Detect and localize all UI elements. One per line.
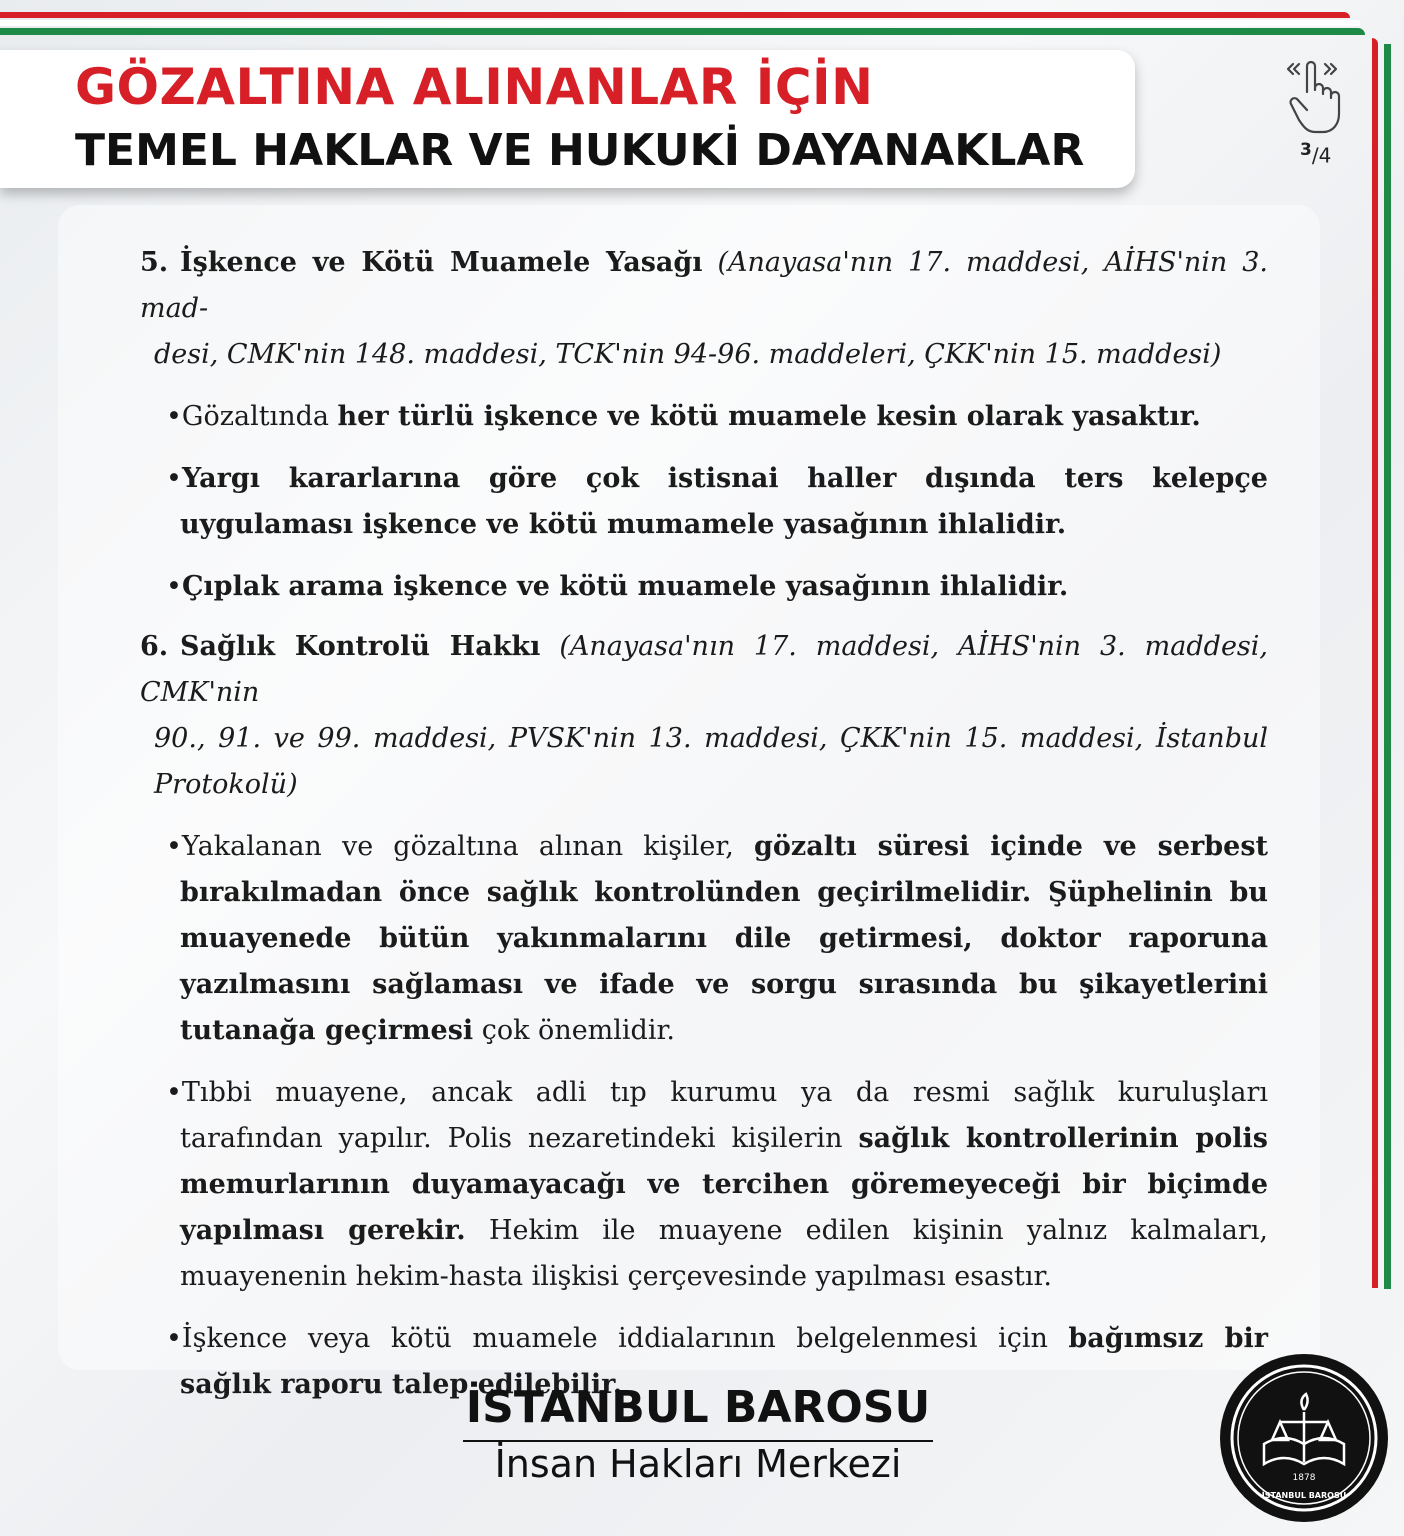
section-6-heading	[140, 624, 1268, 808]
bullet-text: •İşkence veya kötü muamele iddialarının belgelenmesi için	[166, 1323, 1069, 1354]
bullet-item	[140, 1070, 1268, 1300]
page-current: 3	[1300, 140, 1312, 160]
bullet-bold-text: Yargı kararlarına göre çok istisnai haller dışında ters kelepçe uygulaması işkence ve kötü mumamele yasağının ihlalidir.	[180, 463, 1268, 540]
bullet-bold-text: her türlü işkence ve kötü muamele kesin olarak yasaktır.	[337, 401, 1201, 432]
swipe-hand-icon	[1285, 52, 1345, 136]
istanbul-bar-seal-logo	[1218, 1352, 1390, 1524]
title-line-1: GÖZALTINA ALINANLAR İÇİN	[75, 58, 874, 116]
white-stripe-top	[0, 20, 1360, 26]
bullet-text: •	[166, 571, 182, 602]
green-stripe-right	[1384, 44, 1391, 1289]
page-total: /4	[1311, 143, 1332, 168]
bullet-text: •Yakalanan ve gözaltına alınan kişiler,	[166, 831, 754, 862]
bullet-item	[140, 456, 1268, 548]
green-stripe-top	[0, 28, 1365, 35]
red-stripe-right	[1372, 38, 1378, 1288]
footer-org-name: İSTANBUL BAROSU	[465, 1382, 931, 1433]
bullet-text-after: Hekim ile muayene edilen kişinin yalnız kalmaları, muayenenin hekim-hasta ilişkisi çerçevesinde yapılması esastır.	[180, 1215, 1269, 1292]
section-5-heading	[140, 240, 1268, 378]
bullet-text-after: çok önemlidir.	[473, 1015, 675, 1046]
section-reference-cont: 90., 91. ve 99. maddesi, PVSK'nin 13. maddesi, ÇKK'nin 15. maddesi, İstanbul Protokolü)	[154, 723, 1268, 800]
bullet-item	[140, 564, 1268, 610]
bullet-text: •Gözaltında	[166, 401, 338, 432]
section-number: 6.	[140, 631, 169, 662]
section-reference: (Anayasa'nın 17. maddesi, AİHS'nin 3. mad-	[140, 247, 1268, 324]
bullet-text: •	[166, 463, 182, 494]
bullet-bold-text: bağımsız bir sağlık raporu talep edilebilir.	[180, 1323, 1268, 1400]
bullet-bold-text: sağlık kontrollerinin polis memurlarının duyamayacağı ve tercihen göremeyeceği bir biçimde yapılması gerekir.	[180, 1123, 1268, 1246]
bullet-item	[140, 824, 1268, 1054]
red-stripe-top	[0, 12, 1350, 18]
section-title: İşkence ve Kötü Muamele Yasağı	[180, 247, 703, 278]
footer-department: İnsan Hakları Merkezi	[494, 1442, 902, 1486]
title-line-2: TEMEL HAKLAR VE HUKUKİ DAYANAKLAR	[75, 125, 1085, 176]
bullet-text: •Tıbbi muayene, ancak adli tıp kurumu ya da resmi sağlık kuruluşları tarafından yapılır. Polis nezaretindeki kişilerin	[166, 1077, 1268, 1154]
bullet-bold-text: Çıplak arama işkence ve kötü muamele yasağının ihlalidir.	[181, 571, 1069, 602]
logo-text: İSTANBUL BAROSU	[1261, 1491, 1347, 1500]
section-reference-cont: desi, CMK'nin 148. maddesi, TCK'nin 94-96. maddeleri, ÇKK'nin 15. maddesi)	[154, 339, 1222, 370]
section-title: Sağlık Kontrolü Hakkı	[180, 631, 541, 662]
bullet-item	[140, 394, 1268, 440]
page-indicator	[1300, 140, 1331, 168]
section-reference: (Anayasa'nın 17. maddesi, AİHS'nin 3. maddesi, CMK'nin	[140, 631, 1268, 708]
bullet-bold-text: gözaltı süresi içinde ve serbest bırakılmadan önce sağlık kontrolünden geçirilmelidir. Şüphelinin bu muayenede bütün yakınmalarını dile getirmesi, doktor raporuna yazılmasını sağlaması ve ifade ve sorgu sırasında bu şikayetlerini tutanağa geçirmesi	[180, 831, 1268, 1046]
section-number: 5.	[140, 247, 169, 278]
logo-year: 1878	[1292, 1473, 1316, 1483]
content	[140, 240, 1268, 1408]
